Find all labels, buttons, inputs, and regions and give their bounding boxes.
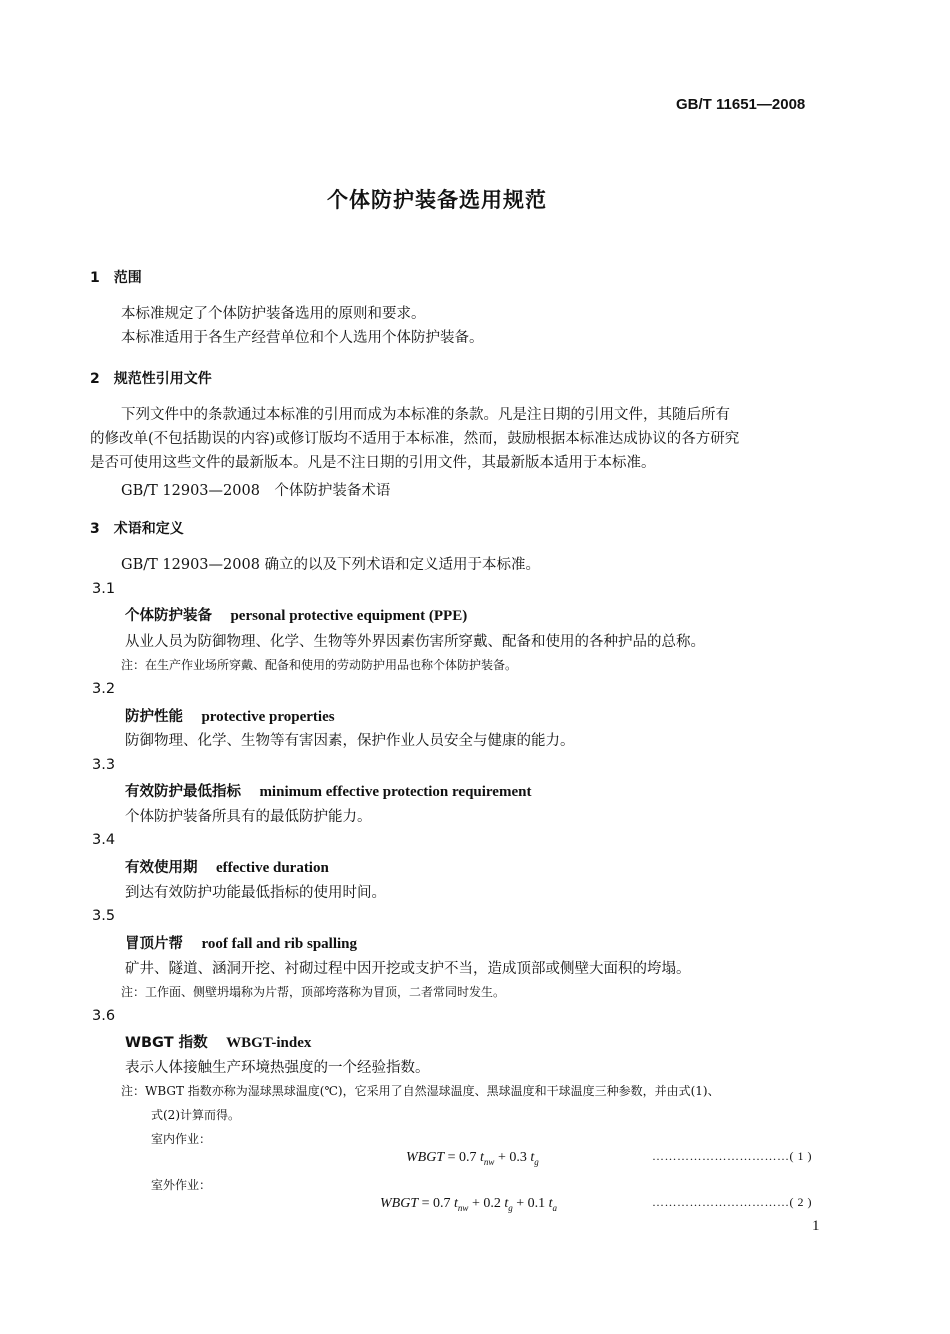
term-3-3-number: 3.3 — [92, 757, 116, 773]
eq2-text-3: + 0.1 — [512, 1196, 549, 1211]
normative-reference: GB/T 12903—2008 个体防护装备术语 — [121, 483, 391, 499]
term-3-6-note-line-1: 注：WBGT 指数亦称为湿球黑球温度(℃)，它采用了自然湿球温度、黑球温度和干球温度三种参数，并由式(1)、 — [121, 1084, 720, 1098]
indoor-label: 室内作业： — [151, 1132, 212, 1146]
term-3-4-zh: 有效使用期 — [125, 860, 198, 876]
section-1-para-1: 本标准规定了个体防护装备选用的原则和要求。 — [121, 306, 426, 322]
eq1-text-1: = 0.7 — [444, 1150, 481, 1165]
term-3-2-number: 3.2 — [92, 681, 116, 697]
standard-number: GB/T 11651—2008 — [676, 96, 806, 113]
eq2-text-2: + 0.2 — [468, 1196, 505, 1211]
term-3-6-number: 3.6 — [92, 1008, 116, 1024]
eq1-sub-2: g — [534, 1156, 539, 1167]
document-title: 个体防护装备选用规范 — [327, 188, 547, 212]
term-3-6-definition: 表示人体接触生产环境热强度的一个经验指数。 — [125, 1060, 430, 1076]
eq1-sub-1: nw — [483, 1156, 495, 1167]
term-3-5-zh: 冒顶片帮 — [125, 936, 183, 952]
term-3-1-en: personal protective equipment (PPE) — [230, 608, 468, 624]
eq2-var-1: t — [454, 1196, 458, 1211]
term-3-4-title — [125, 856, 329, 877]
page-number: 1 — [812, 1218, 820, 1234]
section-2-line-2: 的修改单(不包括勘误的内容)或修订版均不适用于本标准，然而，鼓励根据本标准达成协议的各方研究 — [90, 431, 740, 447]
term-3-2-en: protective properties — [201, 709, 335, 725]
term-3-5-title — [125, 932, 357, 953]
equation-1 — [406, 1150, 539, 1167]
eq2-label: ( 2 ) — [789, 1195, 812, 1209]
term-3-1-definition: 从业人员为防御物理、化学、生物等外界因素伤害所穿戴、配备和使用的各种护品的总称。 — [125, 634, 705, 650]
term-3-2-title — [125, 705, 335, 726]
term-3-6-zh: WBGT 指数 — [125, 1035, 208, 1051]
eq2-text-1: = 0.7 — [418, 1196, 455, 1211]
term-3-1-number: 3.1 — [92, 581, 116, 597]
eq1-lhs: WBGT — [406, 1150, 445, 1165]
term-3-6-en: WBGT-index — [226, 1035, 312, 1051]
eq1-label: ( 1 ) — [789, 1149, 812, 1163]
section-2-line-1: 下列文件中的条款通过本标准的引用而成为本标准的条款。凡是注日期的引用文件，其随后所有 — [121, 407, 730, 423]
outdoor-label: 室外作业： — [151, 1178, 212, 1192]
eq2-sub-2: g — [508, 1202, 513, 1213]
term-3-3-title — [125, 780, 531, 801]
term-3-6-note-line-2: 式(2)计算而得。 — [151, 1108, 240, 1122]
term-3-5-number: 3.5 — [92, 908, 116, 924]
term-3-2-definition: 防御物理、化学、生物等有害因素，保护作业人员安全与健康的能力。 — [125, 733, 575, 749]
eq2-var-3: t — [548, 1196, 553, 1211]
term-3-5-en: roof fall and rib spalling — [201, 936, 358, 952]
section-3-intro: GB/T 12903—2008 确立的以及下列术语和定义适用于本标准。 — [121, 557, 541, 573]
equation-2 — [380, 1196, 557, 1213]
eq1-dots: …………………………… — [652, 1149, 790, 1163]
eq1-var-1: t — [480, 1150, 484, 1165]
equation-1-leader — [652, 1149, 812, 1164]
term-3-4-en: effective duration — [215, 860, 329, 876]
eq1-var-2: t — [530, 1150, 535, 1165]
eq1-text-2: + 0.3 — [494, 1150, 531, 1165]
section-3-heading: 3 术语和定义 — [90, 521, 184, 537]
section-2-heading: 2 规范性引用文件 — [90, 371, 212, 387]
term-3-3-definition: 个体防护装备所具有的最低防护能力。 — [125, 809, 372, 825]
eq2-sub-1: nw — [457, 1202, 469, 1213]
section-1-heading: 1 范围 — [90, 270, 142, 286]
eq2-lhs: WBGT — [380, 1196, 419, 1211]
eq2-var-2: t — [504, 1196, 509, 1211]
term-3-6-title — [125, 1031, 311, 1052]
term-3-4-number: 3.4 — [92, 832, 116, 848]
term-3-1-title — [125, 604, 467, 625]
term-3-5-note: 注：工作面、侧壁坍塌称为片帮，顶部垮落称为冒顶，二者常同时发生。 — [121, 985, 506, 999]
term-3-5-definition: 矿井、隧道、涵洞开挖、衬砌过程中因开挖或支护不当，造成顶部或侧壁大面积的垮塌。 — [125, 961, 691, 977]
eq2-dots: …………………………… — [652, 1195, 790, 1209]
section-2-line-3: 是否可使用这些文件的最新版本。凡是不注日期的引用文件，其最新版本适用于本标准。 — [90, 455, 656, 471]
term-3-1-zh: 个体防护装备 — [125, 608, 212, 624]
term-3-2-zh: 防护性能 — [125, 709, 183, 725]
term-3-3-zh: 有效防护最低指标 — [125, 784, 241, 800]
term-3-4-definition: 到达有效防护功能最低指标的使用时间。 — [125, 885, 386, 901]
term-3-3-en: minimum effective protection requirement — [259, 784, 532, 800]
equation-2-leader — [652, 1195, 812, 1210]
term-3-1-note: 注：在生产作业场所穿戴、配备和使用的劳动防护用品也称个体防护装备。 — [121, 658, 518, 672]
section-1-para-2: 本标准适用于各生产经营单位和个人选用个体防护装备。 — [121, 330, 484, 346]
eq2-sub-3: a — [552, 1202, 558, 1213]
